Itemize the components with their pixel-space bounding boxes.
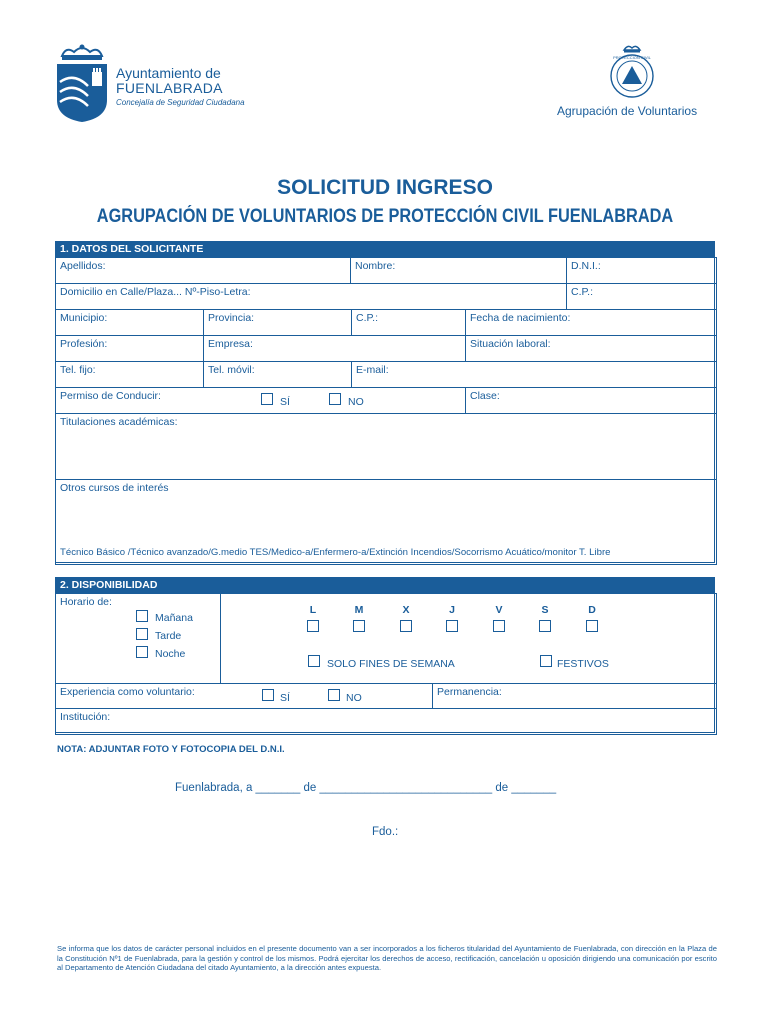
domicilio-field[interactable] (55, 283, 567, 310)
clase-label: Clase: (470, 390, 500, 402)
permiso-label: Permiso de Conducir: (60, 390, 161, 402)
titulaciones-field[interactable] (55, 413, 717, 480)
proteccion-civil-seal-icon (602, 42, 662, 102)
nombre-field[interactable] (350, 257, 567, 284)
manana-checkbox[interactable] (136, 610, 148, 622)
tel-fijo-field[interactable] (55, 361, 204, 388)
day-v-checkbox[interactable] (493, 620, 505, 632)
cursos-nota: Técnico Básico /Técnico avanzado/G.medio TES/Medico-a/Enfermero-a/Extinción Incendios/Socorrismo Acuático/monitor T. Libre (60, 547, 611, 558)
experiencia-no-checkbox[interactable] (328, 689, 340, 701)
day-v-label: V (495, 604, 503, 616)
tarde-label: Tarde (155, 630, 182, 642)
tarde-checkbox[interactable] (136, 628, 148, 640)
noche-checkbox[interactable] (136, 646, 148, 658)
solo-fines-checkbox[interactable] (308, 655, 320, 667)
tel-movil-label: Tel. móvil: (208, 364, 255, 376)
permiso-si-label: SÍ (280, 396, 290, 408)
municipio-field[interactable] (55, 309, 204, 336)
form-title: SOLICITUD INGRESO (277, 176, 493, 199)
email-label: E-mail: (356, 364, 389, 376)
day-x-checkbox[interactable] (400, 620, 412, 632)
day-d-label: D (588, 604, 596, 616)
experiencia-si-checkbox[interactable] (262, 689, 274, 701)
nombre-label: Nombre: (355, 260, 396, 272)
section1-heading: 1. DATOS DEL SOLICITANTE (55, 241, 715, 257)
permanencia-label: Permanencia: (437, 686, 502, 698)
profesion-label: Profesión: (60, 338, 108, 350)
dni-label: D.N.I.: (571, 260, 601, 272)
manana-label: Mañana (155, 612, 193, 624)
day-x-label: X (402, 604, 410, 616)
firma-label: Fdo.: (372, 826, 399, 838)
noche-label: Noche (155, 648, 186, 660)
permanencia-field[interactable] (432, 683, 717, 709)
tel-fijo-label: Tel. fijo: (60, 364, 96, 376)
institucion-label: Institución: (60, 711, 111, 723)
ayto-line3: Concejalía de Seguridad Ciudadana (116, 98, 245, 107)
day-s-label: S (541, 604, 549, 616)
otros-cursos-label: Otros cursos de interés (60, 482, 169, 494)
form-subtitle: AGRUPACIÓN DE VOLUNTARIOS DE PROTECCIÓN CIVIL FUENLABRADA (96, 206, 674, 227)
dni-field[interactable] (566, 257, 717, 284)
experiencia-label: Experiencia como voluntario: (60, 686, 195, 698)
day-m-label: M (354, 604, 364, 616)
permiso-no-label: NO (348, 396, 364, 408)
municipio-label: Municipio: (60, 312, 108, 324)
fuenlabrada-crest-icon (52, 42, 112, 122)
situacion-label: Situación laboral: (470, 338, 551, 350)
solo-fines-label: SOLO FINES DE SEMANA (327, 658, 455, 670)
section2-heading: 2. DISPONIBILIDAD (55, 577, 715, 593)
empresa-label: Empresa: (208, 338, 253, 350)
email-field[interactable] (351, 361, 717, 388)
ayto-line1: Ayuntamiento de (116, 65, 221, 81)
place-date-line: Fuenlabrada, a _______ de ___________________________ de _______ (175, 782, 557, 794)
svg-text:PROTECCIÓN CIVIL: PROTECCIÓN CIVIL (613, 55, 651, 60)
dias-block (220, 593, 717, 684)
apellidos-label: Apellidos: (60, 260, 106, 272)
apellidos-field[interactable] (55, 257, 351, 284)
day-l-label: L (309, 604, 317, 616)
tel-movil-field[interactable] (203, 361, 352, 388)
permiso-no-checkbox[interactable] (329, 393, 341, 405)
day-l-checkbox[interactable] (307, 620, 319, 632)
day-m-checkbox[interactable] (353, 620, 365, 632)
cp1-label: C.P.: (571, 286, 593, 298)
profesion-field[interactable] (55, 335, 204, 362)
cp1-field[interactable] (566, 283, 717, 310)
empresa-field[interactable] (203, 335, 466, 362)
fecha-nac-label: Fecha de nacimiento: (470, 312, 571, 324)
permiso-si-checkbox[interactable] (261, 393, 273, 405)
ayuntamiento-logo (52, 42, 252, 122)
provincia-label: Provincia: (208, 312, 255, 324)
ayto-line2: FUENLABRADA (116, 80, 223, 96)
clase-field[interactable] (465, 387, 717, 414)
section2-table (55, 593, 715, 733)
provincia-field[interactable] (203, 309, 352, 336)
cp2-label: C.P.: (356, 312, 378, 324)
experiencia-row (55, 683, 433, 709)
legal-notice: Se informa que los datos de carácter personal incluidos en el presente documento van a ser incorporados a los ficheros titularidad del Ayuntamiento de Fuenlabrada, con dirección en la Plaza de la Constitución Nº1 de Fuenlabrada, para la gestión y control de los mismos. Podrá ejercitar los derechos de acceso, rectificación, cancelación u oposición dirigiendo una comunicación por escrito al Departamento de Atención Ciudadana del citado Ayuntamiento, a la dirección antes expuesta. (57, 944, 717, 973)
cp2-field[interactable] (351, 309, 466, 336)
section1-table (55, 257, 715, 563)
domicilio-label: Domicilio en Calle/Plaza... Nº-Piso-Letra: (60, 286, 251, 298)
situacion-laboral-field[interactable] (465, 335, 717, 362)
titulaciones-label: Titulaciones académicas: (60, 416, 178, 428)
experiencia-si-label: SÍ (280, 692, 290, 704)
day-j-label: J (449, 604, 455, 616)
day-d-checkbox[interactable] (586, 620, 598, 632)
festivos-label: FESTIVOS (557, 658, 609, 670)
fecha-nacimiento-field[interactable] (465, 309, 717, 336)
institucion-field[interactable] (55, 708, 717, 735)
day-s-checkbox[interactable] (539, 620, 551, 632)
day-j-checkbox[interactable] (446, 620, 458, 632)
voluntarios-logo (555, 44, 715, 120)
right-caption: Agrupación de Voluntarios (557, 104, 698, 118)
experiencia-no-label: NO (346, 692, 362, 704)
horario-label: Horario de: (60, 596, 112, 608)
festivos-checkbox[interactable] (540, 655, 552, 667)
nota-adjuntar: NOTA: ADJUNTAR FOTO Y FOTOCOPIA DEL D.N.I. (57, 744, 285, 755)
